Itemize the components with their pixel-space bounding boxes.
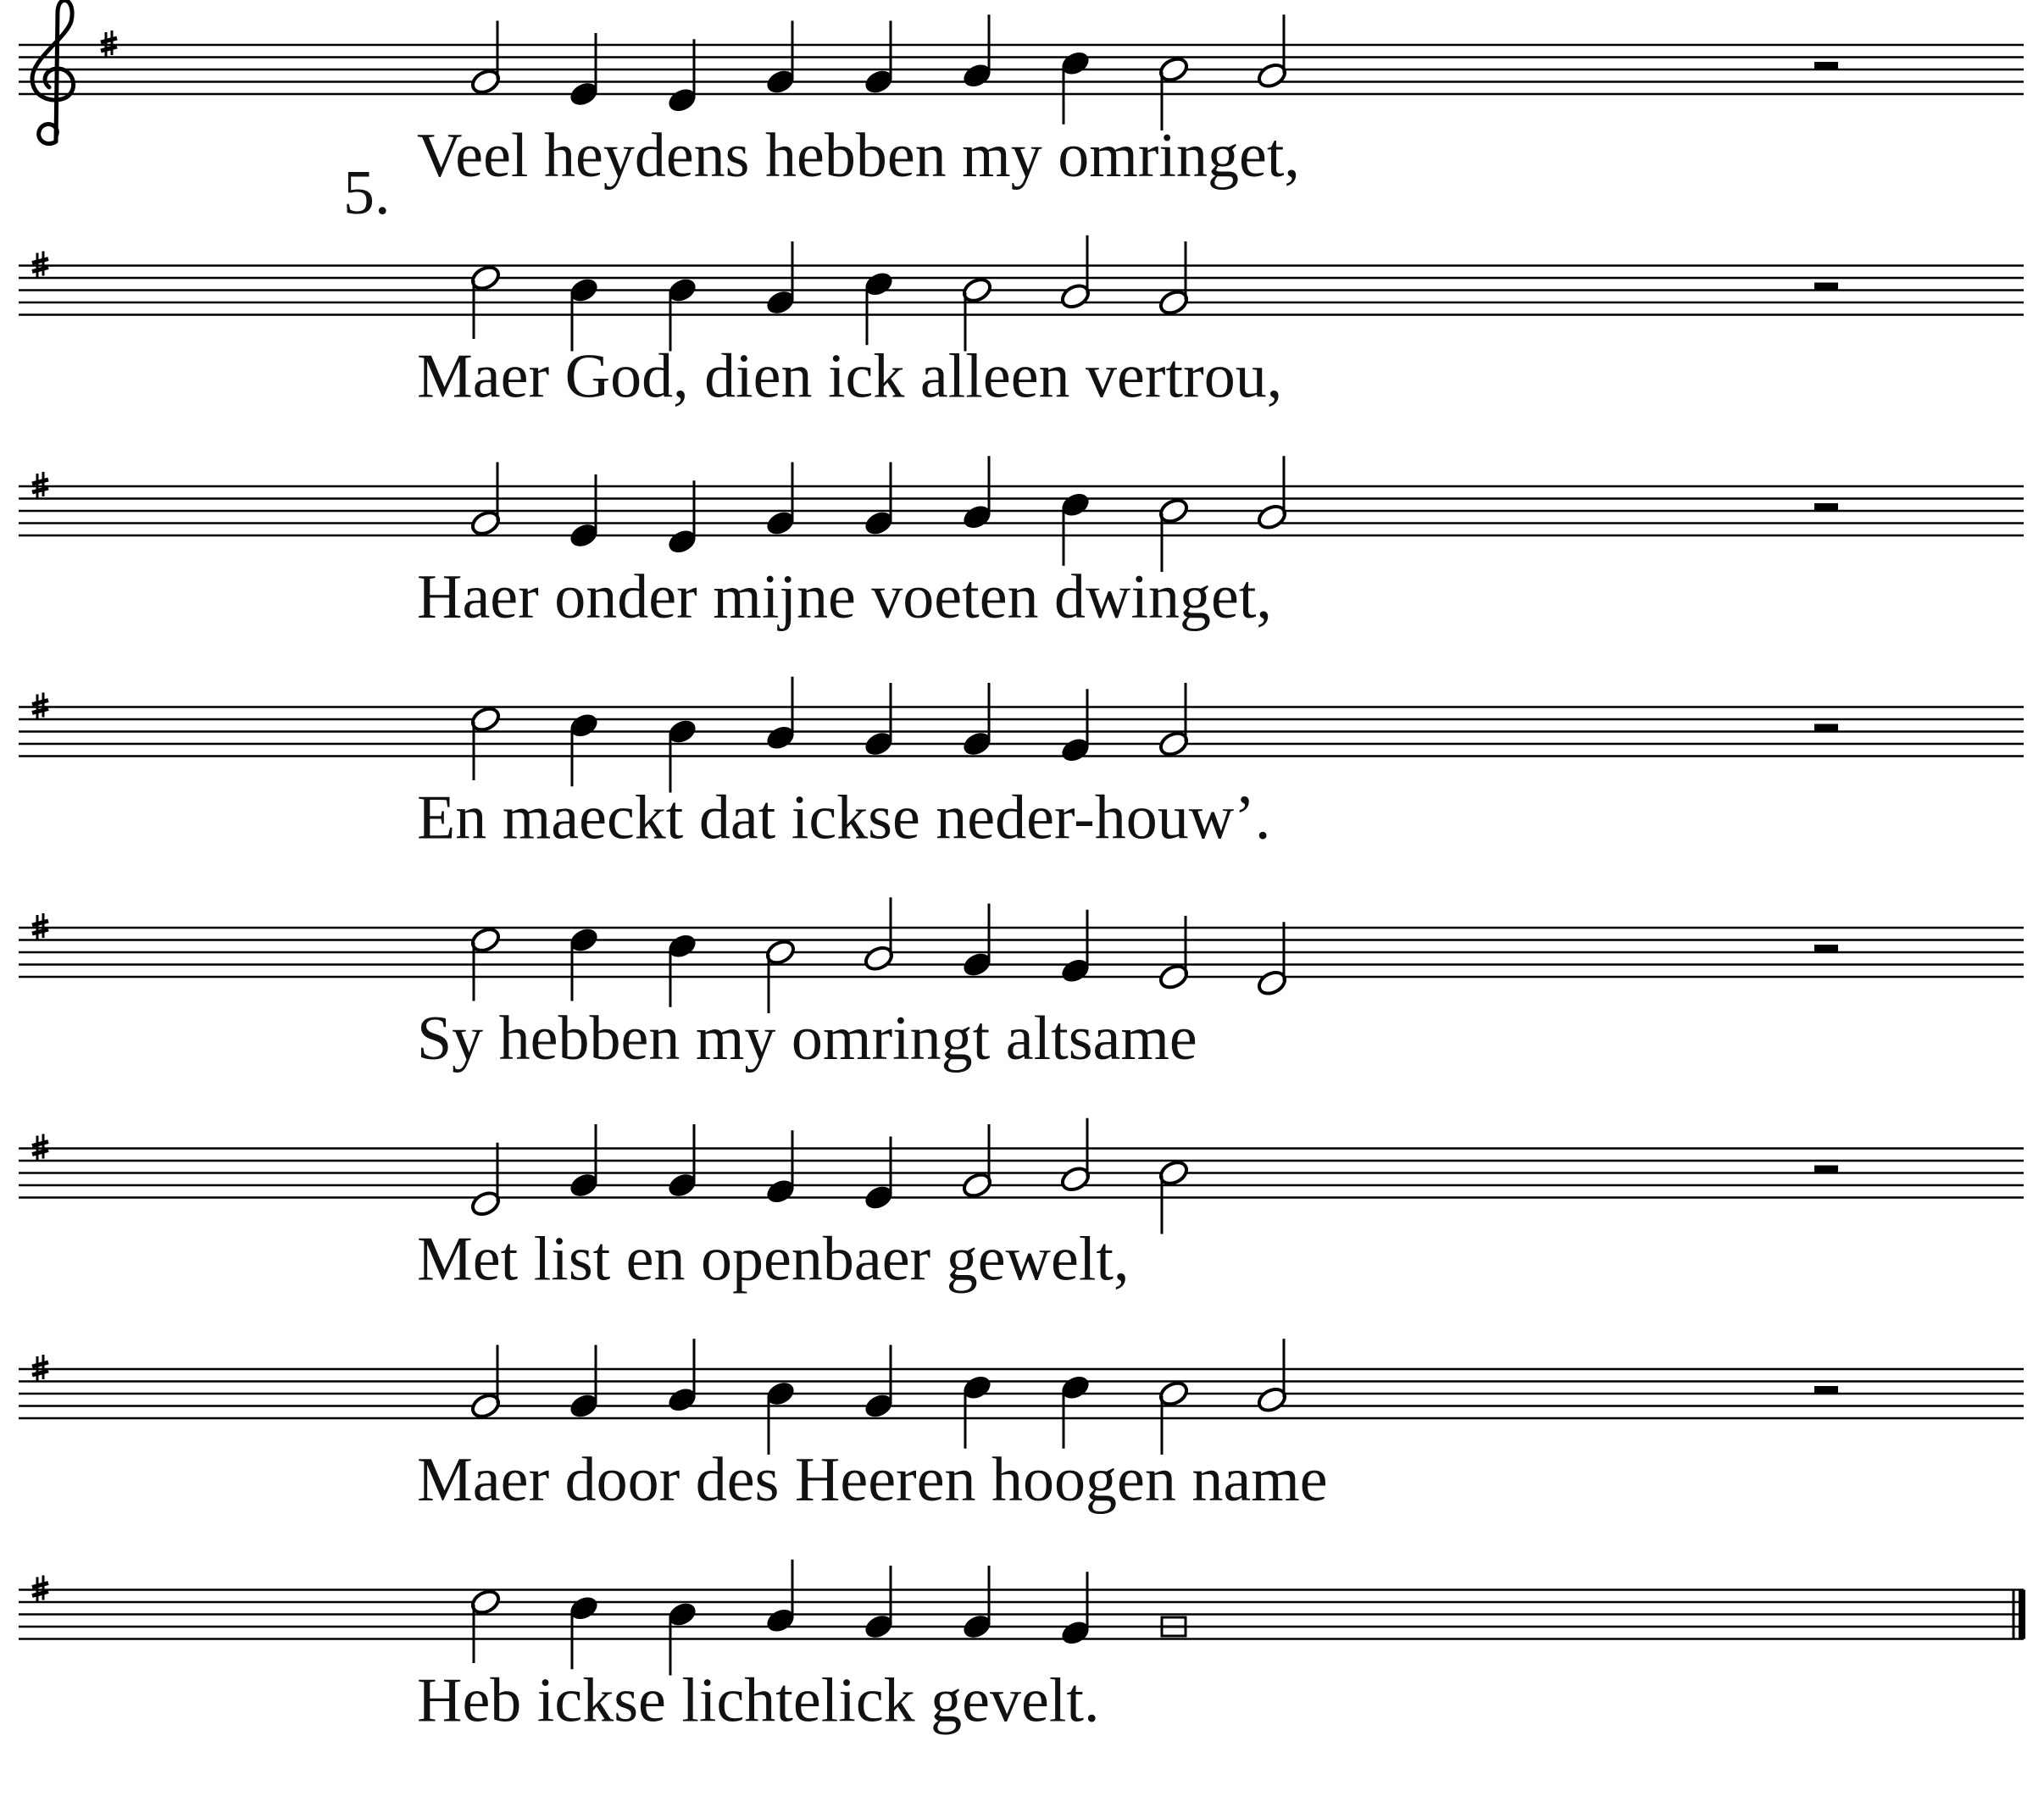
note [666,480,699,556]
lyric-line: Heb ickse lichtelick gevelt. [417,1666,1100,1736]
note [469,463,503,538]
note [863,463,896,538]
staff-system [19,236,2024,412]
sharp-icon [32,1355,48,1381]
sharp-icon [101,30,117,57]
lyric-line: Maer God, dien ick alleen vertrou, [417,341,1283,412]
half-rest-icon [1814,1386,1838,1394]
sharp-bar [101,38,117,42]
note [568,1345,601,1421]
note [469,1588,503,1663]
note [961,1124,994,1200]
staff-systems [19,0,2025,1735]
note [1158,55,1191,130]
sharp-bar [32,1142,48,1146]
note [568,1124,601,1200]
sharp-bar [32,1151,48,1155]
note [961,456,994,531]
note [469,1345,503,1421]
note [863,269,896,345]
note [764,1130,797,1206]
sharp-icon [32,913,48,940]
staff-system [19,677,2024,853]
sharp-bar [32,1371,48,1375]
note [1256,456,1289,531]
sharp-bar [32,921,48,925]
lyric-line: Veel heydens hebben my omringet, [417,121,1300,191]
note [1059,491,1092,566]
note [764,1560,797,1635]
note [863,1345,896,1421]
half-rest-icon [1814,945,1838,952]
half-rest-icon [1814,724,1838,732]
note [666,717,699,792]
note [666,1339,699,1414]
note [764,677,797,752]
sharp-icon [32,1576,48,1602]
sharp-bar [32,268,48,272]
note [863,21,896,97]
sharp-bar [32,1592,48,1596]
note [764,463,797,538]
note [568,925,601,1001]
note [764,1379,797,1455]
note [961,14,994,90]
half-rest-icon [1814,62,1838,69]
staff-system [19,1339,2024,1515]
note [961,683,994,758]
sharp-icon [32,1134,48,1161]
note [764,938,797,1013]
note [666,275,699,351]
sharp-icon [32,252,48,278]
note [568,1594,601,1669]
note [1158,683,1191,758]
staff-system [19,897,2024,1073]
note [961,1373,994,1449]
sharp-bar [101,47,117,51]
half-rest-icon [1814,283,1838,291]
lyric-line: Maer door des Heeren hoogen name [417,1445,1328,1515]
note [1059,236,1092,311]
note [1158,496,1191,572]
note [469,925,503,1001]
verse-number: 5. [343,158,391,228]
treble-clef-icon [32,0,74,143]
sharp-bar [32,709,48,713]
note [863,1566,896,1641]
note [1059,1118,1092,1194]
sharp-bar [32,480,48,484]
note [1059,1572,1092,1647]
note [764,241,797,317]
note [666,1124,699,1200]
note [469,263,503,339]
note [666,39,699,114]
staff-system [19,1118,2024,1295]
sharp-bar [32,929,48,934]
lyric-line: En maeckt dat ickse neder-houw’. [417,783,1271,853]
note [469,705,503,780]
note [1162,1617,1186,1636]
note [1059,1373,1092,1449]
note [1256,14,1289,90]
note [1059,689,1092,764]
note [666,932,699,1007]
note [666,1600,699,1675]
lyric-line: Haer onder mijne voeten dwinget, [417,563,1272,632]
note [1158,1379,1191,1455]
note [1256,1339,1289,1414]
note [961,1566,994,1641]
note [863,897,896,973]
sharp-bar [32,1362,48,1367]
half-rest-icon [1814,503,1838,511]
note [469,21,503,97]
staff-system [19,0,2024,191]
note [863,683,896,758]
staff-system [19,1560,2025,1736]
note [1059,910,1092,985]
staff-system [19,456,2024,632]
note [961,904,994,979]
note [1158,1158,1191,1234]
sharp-icon [32,693,48,719]
half-rest-icon [1814,1166,1838,1173]
sharp-bar [32,701,48,705]
sharp-bar [32,1583,48,1588]
note [469,1143,503,1218]
note [764,21,797,97]
note [1256,922,1289,997]
sharp-bar [32,259,48,263]
note [1059,49,1092,125]
note [1158,241,1191,317]
note [961,275,994,351]
sharp-icon [32,472,48,498]
lyric-line: Met list en openbaer gewelt, [417,1224,1130,1295]
sharp-bar [32,488,48,492]
note [568,275,601,351]
lyric-line: Sy hebben my omringt altsame [417,1004,1197,1073]
barline-thick [2019,1590,2025,1639]
note [568,711,601,786]
